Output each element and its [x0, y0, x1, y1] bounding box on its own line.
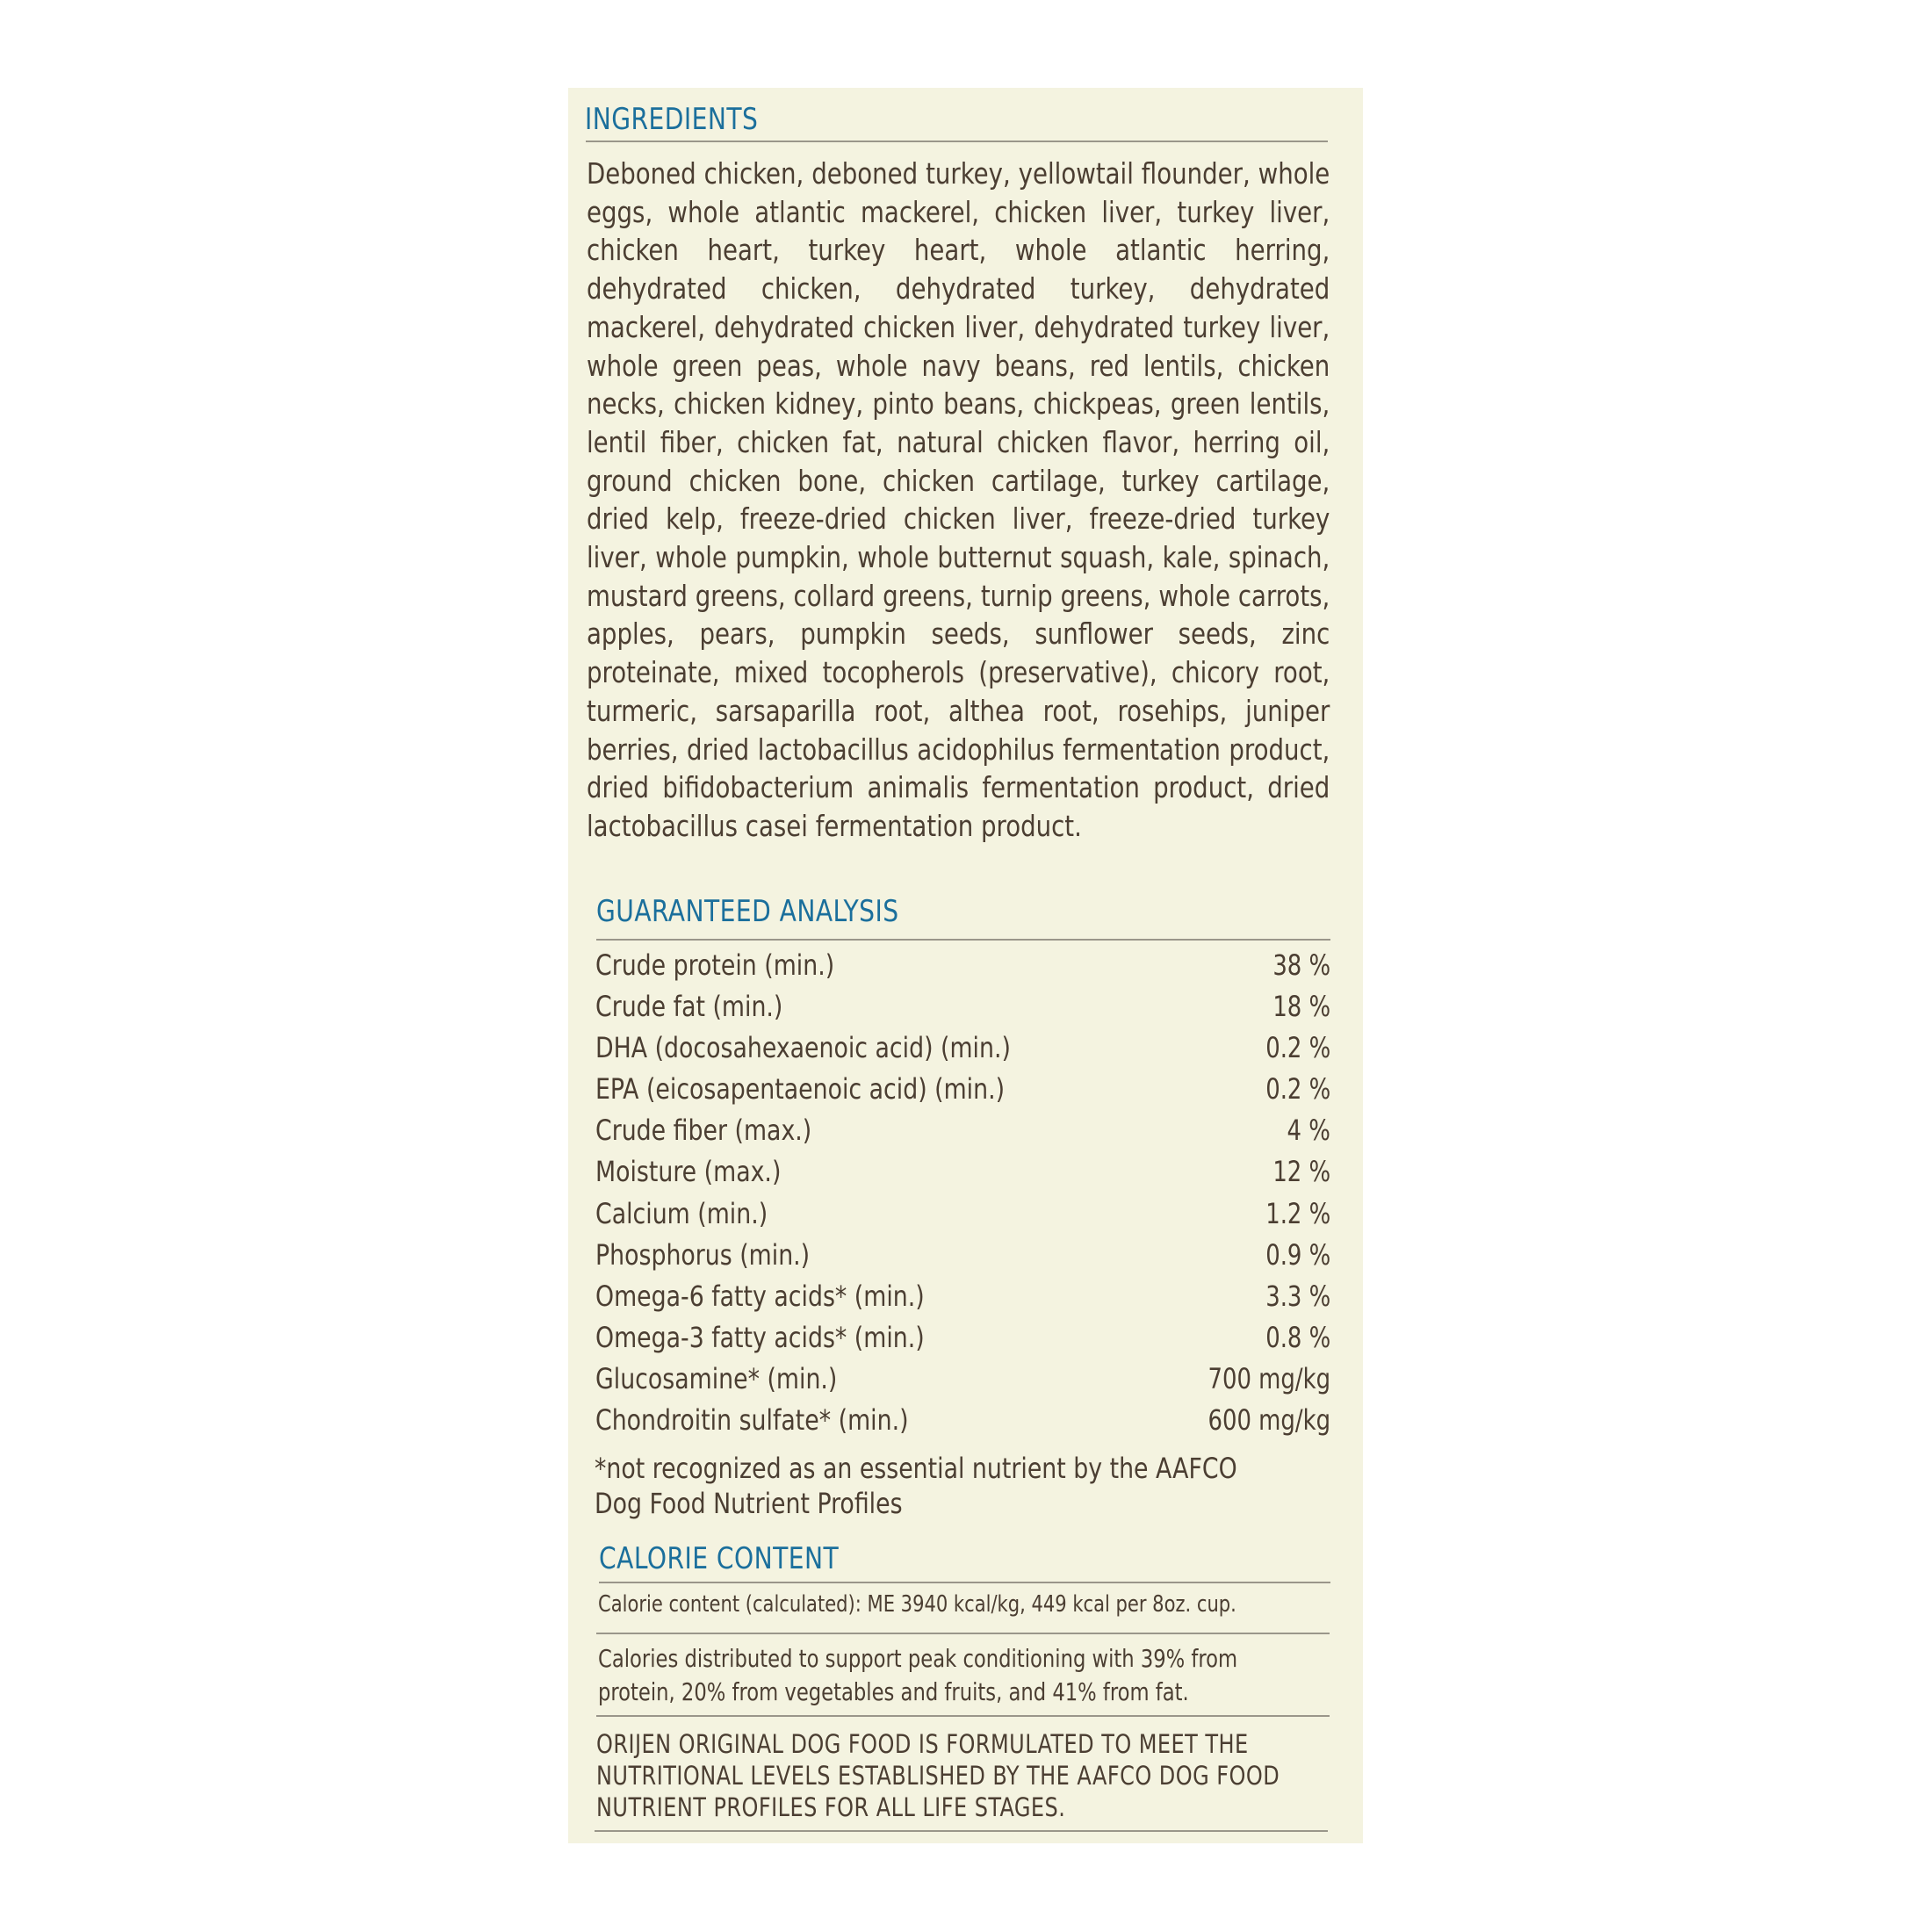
analysis-row: Moisture (max.) 12 %	[595, 1155, 1330, 1188]
analysis-row: Omega-6 fatty acids* (min.) 3.3 %	[595, 1280, 1330, 1313]
analysis-row: Crude fat (min.) 18 %	[595, 990, 1330, 1023]
calorie-content-heading: CALORIE CONTENT	[599, 1541, 840, 1576]
bottom-divider	[595, 1830, 1328, 1832]
analysis-row: Calcium (min.) 1.2 %	[595, 1197, 1330, 1230]
nutrition-label-panel	[568, 88, 1363, 1843]
analysis-row: Chondroitin sulfate* (min.) 600 mg/kg	[595, 1403, 1330, 1437]
ingredients-heading: INGREDIENTS	[585, 102, 759, 137]
guaranteed-analysis-heading: GUARANTEED ANALYSIS	[596, 894, 899, 929]
distribution-divider	[596, 1715, 1330, 1717]
analysis-row: EPA (eicosapentaenoic acid) (min.) 0.2 %	[595, 1072, 1330, 1106]
analysis-footnote: *not recognized as an essential nutrient by the AAFCO Dog Food Nutrient Profiles	[595, 1452, 1237, 1520]
analysis-row: DHA (docosahexaenoic acid) (min.) 0.2 %	[595, 1031, 1330, 1064]
analysis-row: Glucosamine* (min.) 700 mg/kg	[595, 1362, 1330, 1395]
calorie-divider	[599, 1582, 1330, 1583]
analysis-row: Omega-3 fatty acids* (min.) 0.8 %	[595, 1321, 1330, 1354]
calorie-calc-divider	[596, 1633, 1330, 1634]
analysis-row: Phosphorus (min.) 0.9 %	[595, 1238, 1330, 1272]
calorie-calculated-text: Calorie content (calculated): ME 3940 kcal/kg, 449 kcal per 8oz. cup.	[598, 1591, 1236, 1618]
analysis-row: Crude protein (min.) 38 %	[595, 948, 1330, 982]
aafco-statement: ORIJEN ORIGINAL DOG FOOD IS FORMULATED TO MEET THE NUTRITIONAL LEVELS ESTABLISHED BY THE AAFCO DOG FOOD NUTRIENT PROFILES FOR ALL LIFE STAGES.	[596, 1729, 1280, 1822]
calorie-distribution-text: Calories distributed to support peak conditioning with 39% from protein, 20% from vegetables and fruits, and 41% from fat.	[598, 1644, 1238, 1706]
analysis-divider	[596, 939, 1330, 941]
analysis-row: Crude fiber (max.) 4 %	[595, 1114, 1330, 1147]
ingredients-divider	[586, 141, 1328, 142]
ingredients-text: Deboned chicken, deboned turkey, yellowtail flounder, whole eggs, whole atlantic mackerel, chicken liver, turkey liver, chicken heart, turkey heart, whole atlantic herring, dehydrated chicken, dehydrated turkey, dehydrated mackerel, dehydrated chicken liver, dehydrated turkey liver, whole green peas, whole navy beans, red lentils, chicken necks, chicken kidney, pinto beans, chickpeas, green lentils, lentil fiber, chicken fat, natural chicken flavor, herring oil, ground chicken bone, chicken cartilage, turkey cartilage, dried kelp, freeze-dried chicken liver, freeze-dried turkey liver, whole pumpkin, whole butternut squash, kale, spinach, mustard greens, collard greens, turnip greens, whole carrots, apples, pears, pumpkin seeds, sunflower seeds, zinc proteinate, mixed tocopherols (preservative), chicory root, turmeric, sarsaparilla root, althea root, rosehips, juniper berries, dried lactobacillus acidophilus fermentation product, dried bifidobacterium animalis fermentation product, dried lactobacillus casei fermentation product.	[587, 156, 1330, 843]
